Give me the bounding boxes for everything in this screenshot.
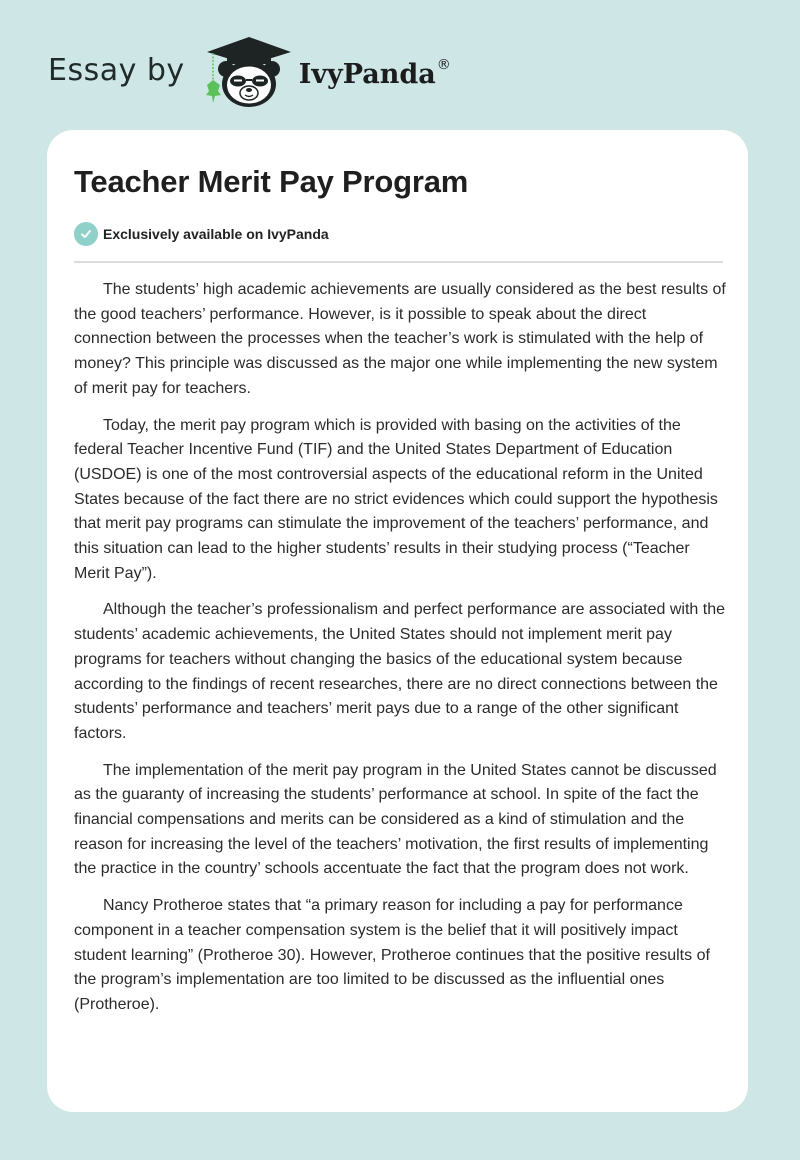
brand-name bbox=[299, 57, 451, 90]
panda-graduate-logo-icon[interactable] bbox=[203, 35, 295, 109]
essay-by-label: Essay by bbox=[48, 52, 185, 88]
paragraph: Today, the merit pay program which is provided with basing on the activities of the federal Teacher Incentive Fund (TIF) and the United States Department of Education (USDOE) is one of the most controversial aspects of the educational reform in the United States because of the fact there are no strict evidences which could support the hypothesis that merit pay programs can stimulate the improvement of the teachers’ performance, and this situation can lead to the higher students’ results in their studying process (“Teacher Merit Pay”). bbox=[74, 416, 718, 582]
check-circle-icon bbox=[74, 222, 98, 246]
exclusive-badge-label: Exclusively available on IvyPanda bbox=[103, 226, 329, 242]
paragraph: The implementation of the merit pay program in the United States cannot be discussed as the guaranty of increasing the students’ performance at school. In spite of the fact the financial compensations and merits can be considered as a kind of stimulation and the reason for increasing the level of the teachers’ motivation, the first results of implementing the practice in the country’ schools accentuate the fact that the program does not work. bbox=[74, 761, 717, 878]
essay-card bbox=[47, 130, 748, 1112]
paragraph: Although the teacher’s professionalism and perfect performance are associated with the students’ academic achievements, the United States should not implement merit pay programs for teachers without changing the basics of the educational system because according to the findings of recent researches, there are no direct connections between the students’ performance and teachers’ merit pays due to a range of the other significant factors. bbox=[74, 601, 725, 742]
paragraph: The students’ high academic achievements are usually considered as the best results of the good teachers’ performance. However, is it possible to speak about the direct connection between the processes when the teacher’s work is stimulated with the help of money? This principle was discussed as the major one while implementing the new system of merit pay for teachers. bbox=[74, 281, 726, 397]
essay-body bbox=[74, 278, 726, 1030]
divider bbox=[74, 261, 723, 263]
exclusive-badge bbox=[74, 222, 329, 246]
page-title: Teacher Merit Pay Program bbox=[74, 164, 469, 199]
registered-mark: ® bbox=[436, 56, 451, 73]
brand-name-text: IvyPanda bbox=[298, 58, 436, 90]
paragraph: Nancy Protheroe states that “a primary reason for including a pay for performance component in a teacher compensation system is the belief that it will positively impact student learning” (Protheroe 30). However, Protheroe continues that the positive results of the program’s implementation are too limited to be discussed as the influential ones (Protheroe). bbox=[74, 897, 710, 1013]
site-header bbox=[48, 36, 451, 108]
